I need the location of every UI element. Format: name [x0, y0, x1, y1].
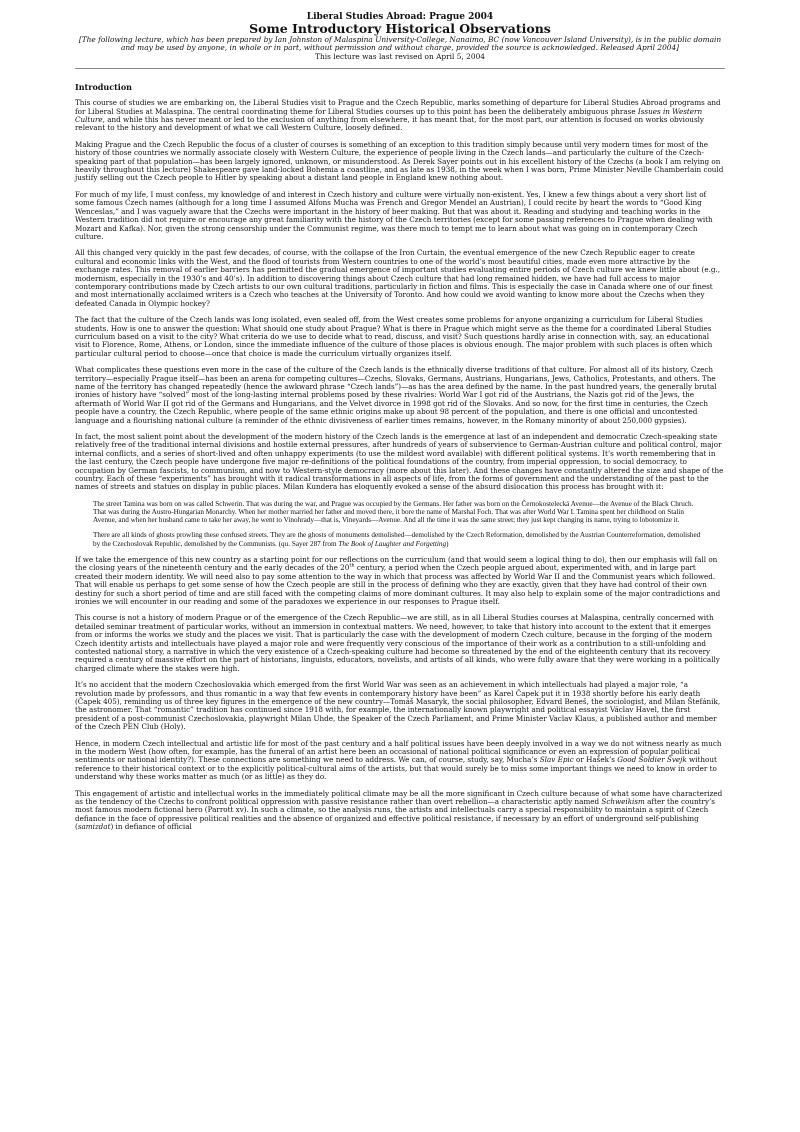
paragraph: This course is not a history of modern Prague or of the emergence of the Czech Republic—we are still, as in all Liberal Studies courses at Malaspina, centrally concerned with detailed seminar treatment of particular works, without an immersion in contextual matters. We need, however, to take that history into account to the extent that it emerges from or informs the works we study and the places we visit. That is particularly the case with the development of modern Czech culture, because in the forging of the modern Czech identity artists and intellectuals have played a major role and were frequently very conscious of the importance of their work as a contribution to a still-unfolding and contested national story, a narrative in which the very existence of a Czech-speaking culture had become so threatened by the end of the eighteenth century that its recovery required a century of massive effort on the part of historians, linguists, educators, novelists, and artists of all kinds, who were fully aware that they were working in a politically charged climate where the stakes were high. — [75, 613, 720, 673]
paragraph: All this changed very quickly in the past few decades, of course, with the collapse of the Iron Curtain, the eventual emergence of the new Czech Republic eager to create cultural and economic links with the West, and the flood of tourists from Western countries to one of the world’s most beautiful cities, made even more attractive by the exchange rates. This removal of earlier barriers has permitted the gradual emergence of important studies evaluating entire periods of Czech culture we knew little about (e.g., modernism, especially in the 1930’s and 40’s). In addition to discovering things about Czech culture that had long remained hidden, we have had full access to major contemporary contributions made by Czech artists to our own cultural traditions, particularly in fiction and films. This is especially the case in Canada where one of our finest and most internationally acclaimed writers is a Czech who teaches at the University of Toronto. And how could we avoid wanting to know more about the Czechs when they defeated Canada in Olympic hockey? — [75, 248, 721, 308]
paragraph: Making Prague and the Czech Republic the focus of a cluster of courses is something of an exception to this tradition simply because until very modern times for most of the history of those countries we normally associate closely with Western Culture, the experience of people living in the Czech lands—and particularly the culture of the Czech-speaking part of that population—has been largely ignored, unknown, or misunderstood. As Derek Sayer points out in his excellent history of the Czechs (a book I am relying on heavily throughout this lecture) Shakespeare gave land-locked Bohemia a coastline, and as late as 1938, in the week when I was born, Prime Minister Neville Chamberlain could justify selling out the Czech people to Hitler by speaking about a distant land people in England knew nothing about. — [75, 139, 724, 183]
header-divider — [75, 68, 725, 69]
document-header — [75, 12, 725, 61]
paragraph: This course of studies we are embarking on, the Liberal Studies visit to Prague and the Czech Republic, marks something of departure for Liberal Studies Abroad programs and for Liberal Studies at Malaspina. The central coordinating theme for Liberal Studies courses up to this point has been the deliberately ambiguous phrase Issues in Western Culture, and while this has never meant or led to the exclusion of anything from elsewhere, it has meant that, for the most part, our attention is focused on works obviously relevant to the history and development of what we call Western Culture, loosely defined. — [75, 98, 721, 133]
block-quote — [93, 500, 707, 548]
quote-paragraph: There are all kinds of ghosts prowling these confused streets. They are the ghosts of monuments demolished—demolished by the Czech Reformation, demolished by the Austrian Counterreformation, demolished by the Czechoslovak Republic, demolished by the Communists. (qu. Sayer 287 from The Book of Laughter and Forgetting) — [93, 531, 701, 548]
paragraph: If we take the emergence of this new country as a starting point for our reflections on the curriculum (and that would seem a logical thing to do), then our emphasis will fall on the closing years of the nineteenth century and the early decades of the 20th century, a period when the Czech people argued about, experimented with, and in large part created their modern identity. We will need also to pay some attention to the way in which that process was affected by World War II and the Communist years which followed. That will enable us perhaps to get some sense of how the Czech people are still in the process of defining who they are exactly, given that they have had control of their own destiny for such a short period of time and are still faced with the competing claims of more dominant cultures. It may also help to explain some of the major contradictions and ironies we will encounter in our reading and some of the paradoxes we experience in our responses to Prague itself. — [75, 554, 721, 606]
section-heading: Introduction — [75, 82, 132, 93]
revision-date: This lecture was last revised on April 5, 2004 — [315, 51, 485, 61]
public-domain-note: [The following lecture, which has been prepared by Ian Johnston of Malaspina University-College, Nanaimo, BC (now Vancouver Island University), is in the public domain and may be used by anyone, in whole or in part, without permission and without charge, provided the source is acknowledged. Released April 2004] — [78, 35, 722, 53]
paragraph: For much of my life, I must confess, my knowledge of and interest in Czech history and culture were virtually non-existent. Yes, I knew a few things about a very short list of some famous Czech names (although for a long time I assumed Alfons Mucha was French and Gregor Mendel an Austrian), I could recite by heart the words to “Good King Wenceslas,” and I was vaguely aware that the Czechs were important in the history of beer making. But that was about it. Reading and studying and teaching works in the Western tradition did not require or encourage any great familiarity with the history of the Czech territories (except for some passing references to Prague when dealing with Mozart and Kafka). Nor, given the strong censorship under the Communist regime, was there much to tempt me to learn about what was going on in contemporary Czech culture. — [75, 189, 713, 241]
paragraph: It’s no accident that the modern Czechoslovakia which emerged from the first World War was seen as an achievement in which intellectuals had played a major role, “a revolution made by professors, and thus romantic in a way that few events in contemporary history have been” as Karel Čapek put it in 1938 shortly before his early death (Čapek 405), reminding us of three key figures in the emergence of the new country—Tomáš Masaryk, the social philosopher, Edvard Beneš, the sociologist, and Milan Štefánik, the astronomer. That “romantic” tradition has continued since 1918 with, for example, the internationally known playwright and political essayist Václav Havel, the first president of a post-communist Czechoslovakia, playwright Milan Uhde, the Speaker of the Czech Parliament, and Prime Minister Vaclav Klaus, a published author and member of the Czech PEN Club (Holy). — [75, 680, 721, 732]
paragraph: Hence, in modern Czech intellectual and artistic life for most of the past century and a half political issues have been deeply involved in a way we do not witness nearly as much in the modern West (how often, for example, has the funeral of an artist here been an occasional of national political significance or even an expression of popular political sentiments or national identity?). These connections are something we need to address. We can, of course, study, say, Mucha’s Slav Epic or Hašek’s Good Soldier Švejk without reference to their historical context or to the explicitly political-cultural aims of the artists, but that would surely be to miss some important things we need to know in order to understand why these works matter as much (or as little) as they do. — [75, 738, 722, 782]
paragraph: What complicates these questions even more in the case of the culture of the Czech lands is the ethnically diverse traditions of that culture. For almost all of its history, Czech territory—especially Prague itself—has been an arena for competing cultures—Czechs, Slovaks, Germans, Austrians, Hungarians, Jews, Catholics, Protestants, and others. The name of the territory has changed repeatedly (hence the awkward phrase “Czech lands”)—as has the area defined by the name. In the past hundred years, the generally brutal ironies of history have “solved” most of the long-lasting internal problems posed by these rivalries: World War I got rid of the Austrians, the Nazis got rid of the Jews, the aftermath of World War II got rid of the Germans and Hungarians, and the Velvet divorce in 1998 got rid of the Slovaks. And so now, for the first time in centuries, the Czech people have a country, the Czech Republic, where people of the same ethnic origins make up about 98 percent of the population, and there is one official and uncontested language and a flourishing national culture (a reminder of the ethnic divisiveness of earlier times remains, however, in the Romany minority of about 250,000 gypsies). — [75, 365, 717, 425]
work-title: Slav Epic — [539, 755, 574, 765]
paragraph: In fact, the most salient point about the development of the modern history of the Czech lands is the emergence at last of an independent and democratic Czech-speaking state relatively free of the traditional internal divisions and hostile external pressures, after hundreds of years of subservience to German-Austrian culture and political control, major internal conflicts, and a series of short-lived and often unhappy experiments (to use the mildest word available) with different political systems. It’s worth remembering that in the last century, the Czech people have undergone five major re-definitions of the political foundations of the country, from imperial oppression, to social democracy, to occupation by German fascists, to communism, and now to Western-style democracy (more about this later). And these changes have constantly altered the size and shape of the country. Each of these “experiments” has brought with it radical transformations in all aspects of life, from the forms of government and the understanding of the past to the names of streets and statues on display in public places. Milan Kundera has eloquently evoked a sense of the absurd dislocation this process has brought with it: — [75, 432, 724, 492]
emphasis: Issues in Western Culture — [75, 106, 703, 125]
lecture-title: Some Introductory Historical Observations — [249, 21, 551, 36]
emphasis: Schweikism — [601, 797, 645, 807]
book-title: The Book of Laughter and Forgetting — [338, 539, 447, 548]
course-title: Liberal Studies Abroad: Prague 2004 — [306, 12, 494, 22]
work-title: Good Soldier Švejk — [617, 755, 687, 765]
emphasis: samizdat — [77, 822, 111, 832]
paragraph: The fact that the culture of the Czech lands was long isolated, even sealed off, from the West creates some problems for anyone organizing a curriculum for Liberal Studies students. How is one to answer the question: What should one study about Prague? What is there in Prague which might serve as the theme for a coordinated Liberal Studies curriculum based on a visit to the city? What criteria do we use to decide what to read, discuss, and visit? Such questions hardly arise in connection with, say, an educational visit to Florence, Rome, Athens, or London, since the immediate influence of the culture of those places is obvious enough. The major problem with such places is often which particular cultural period to choose—once that choice is made the curriculum virtually organizes itself. — [75, 315, 713, 358]
paragraph: This engagement of artistic and intellectual works in the immediately political climate may be all the more significant in Czech culture because of what some have characterized as the tendency of the Czechs to confront political oppression with passive resistance rather than overt rebellion—a characteristic aptly named Schweikism after the country’s most famous modern fictional hero (Parrott xv). In such a climate, so the analysis runs, the artists and intellectuals carry a special responsibility to maintain a spirit of Czech defiance in the face of oppressive political realities and the absence of organized and effective political resistance, if necessary by an effort of underground self-publishing (samizdat) in defiance of official — [75, 788, 723, 832]
quote-paragraph: The street Tamina was born on was called Schwerin. That was during the war, and Prague was occupied by the Germans. Her father was born on the Černokostelecká Avenue—the Avenue of the Black Chruch. That was during the Austro-Hungarian Monarchy. When her mother married her father and moved there, it bore the name of Marshal Foch. That was after World War I. Tamina spent her childhood on Stalin Avenue, and when her husband came to take her away, he went to Vinohrady—that is, Vineyards—Avenue. And all the time it was the same street; they just kept changing its name, trying to lobotomize it. — [93, 499, 694, 525]
document-page — [75, 12, 725, 840]
